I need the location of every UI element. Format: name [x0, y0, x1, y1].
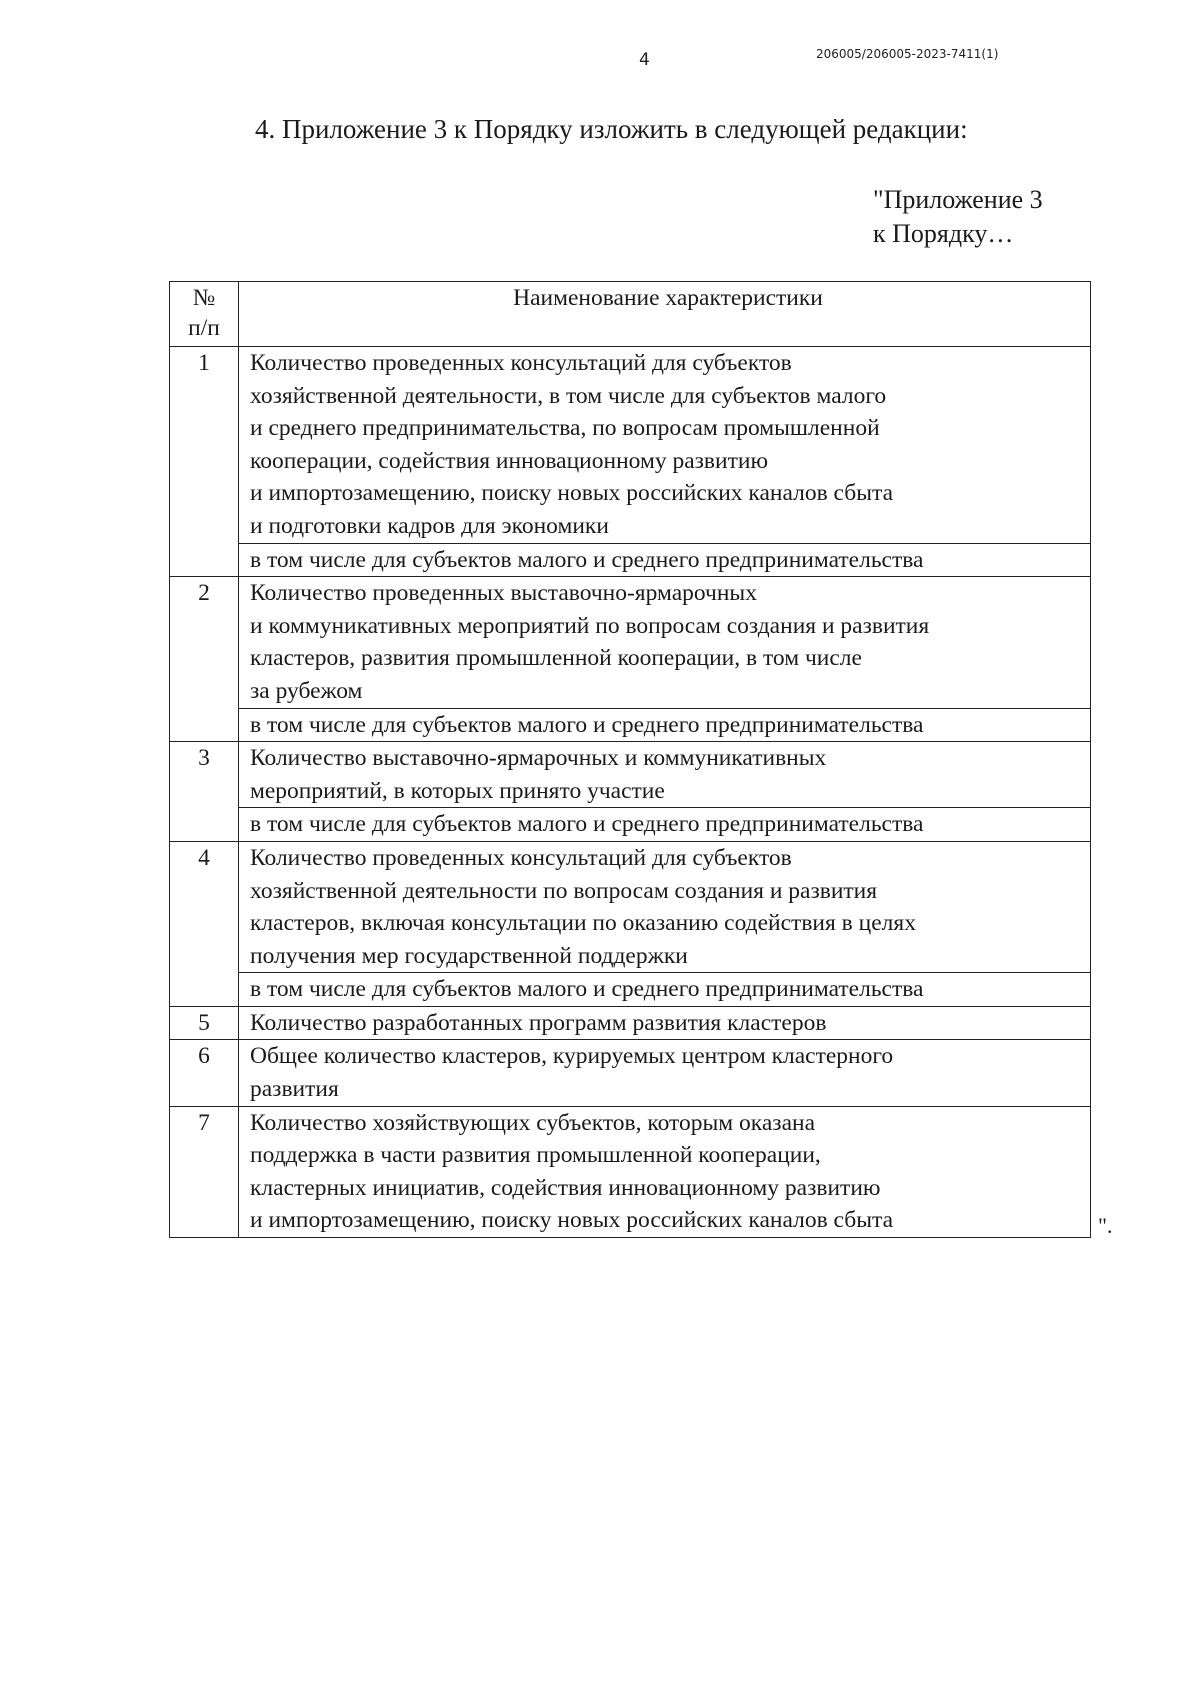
row-sub-text: в том числе для субъектов малого и среднего предпринимательства [250, 546, 924, 573]
row-name-line: за рубежом [250, 677, 363, 704]
row-name-line: Количество проведенных консультаций для субъектов [250, 844, 792, 871]
row-name-line: кооперации, содействия инновационному развитию [250, 447, 768, 474]
row-name-line: и коммуникативных мероприятий по вопросам создания и развития [250, 612, 930, 639]
row-sub-cell [239, 973, 1091, 1007]
row-name-cell [239, 1040, 1091, 1106]
row-sub-text: в том числе для субъектов малого и среднего предпринимательства [250, 811, 924, 838]
header-number-symbol: № [192, 285, 216, 311]
row-name-cell [239, 841, 1091, 972]
row-name-line: хозяйственной деятельности, в том числе для субъектов малого [250, 382, 887, 409]
table-subrow [170, 708, 1091, 742]
row-number-cell: 2 [170, 577, 239, 742]
row-number-cell: 1 [170, 347, 239, 577]
row-name-line: Количество хозяйствующих субъектов, которым оказана [250, 1109, 816, 1136]
row-name-line: Количество выставочно-ярмарочных и коммуникативных [250, 745, 827, 772]
row-name-cell [239, 1006, 1091, 1040]
characteristics-table [169, 281, 1091, 1238]
row-sub-cell [239, 708, 1091, 742]
row-number-cell: 6 [170, 1040, 239, 1106]
section-heading: 4. Приложение 3 к Порядку изложить в следующей редакции: [255, 114, 968, 144]
row-number-cell: 7 [170, 1106, 239, 1237]
table-row [170, 577, 1091, 708]
header-number-abbrev: п/п [188, 315, 220, 341]
table-row [170, 1106, 1091, 1237]
row-sub-cell [239, 808, 1091, 842]
row-sub-text: в том числе для субъектов малого и среднего предпринимательства [250, 976, 924, 1003]
appendix-ref-line-2: к Порядку… [873, 219, 1014, 248]
row-sub-cell [239, 543, 1091, 577]
table-row [170, 1040, 1091, 1106]
row-name-line: и подготовки кадров для экономики [250, 512, 609, 539]
row-name-line: Количество проведенных консультаций для субъектов [250, 350, 792, 376]
row-name-line: кластеров, включая консультации по оказанию содействия в целях [250, 910, 916, 937]
closing-quote: ". [1098, 1213, 1113, 1238]
appendix-ref-line-1: "Приложение 3 [873, 185, 1043, 214]
row-name-line: развития [250, 1076, 339, 1103]
table-header-row [170, 282, 1091, 347]
page-number: 4 [639, 50, 650, 70]
header-name-column: Наименование характеристики [239, 282, 1091, 347]
row-name-line: поддержка в части развития промышленной кооперации, [250, 1142, 821, 1169]
table-body [170, 347, 1091, 1238]
row-name-cell [239, 347, 1091, 544]
table-row [170, 841, 1091, 972]
row-name-cell [239, 1106, 1091, 1237]
row-name-line: получения мер государственной поддержки [250, 942, 688, 969]
row-name-line: кластеров, развития промышленной кооперации, в том числе [250, 645, 862, 672]
row-number-cell: 3 [170, 742, 239, 842]
document-id: 206005/206005-2023-7411(1) [816, 47, 999, 61]
row-name-line: Количество разработанных программ развития кластеров [250, 1009, 827, 1036]
table-subrow [170, 973, 1091, 1007]
row-number-cell: 5 [170, 1006, 239, 1040]
row-sub-text: в том числе для субъектов малого и среднего предпринимательства [250, 711, 924, 738]
table-subrow [170, 808, 1091, 842]
row-name-line: и импортозамещению, поиску новых российских каналов сбыта [250, 480, 894, 507]
row-name-cell [239, 577, 1091, 708]
table-subrow [170, 543, 1091, 577]
row-name-line: хозяйственной деятельности по вопросам создания и развития [250, 877, 878, 904]
row-name-line: Общее количество кластеров, курируемых центром кластерного [250, 1043, 894, 1070]
appendix-reference [873, 183, 1043, 251]
row-name-line: кластерных инициатив, содействия инновационному развитию [250, 1174, 881, 1201]
table-row [170, 742, 1091, 808]
row-name-line: и импортозамещению, поиску новых российских каналов сбыта [250, 1207, 894, 1234]
row-name-line: мероприятий, в которых принято участие [250, 777, 665, 804]
row-name-line: и среднего предпринимательства, по вопросам промышленной [250, 415, 880, 442]
row-number-cell: 4 [170, 841, 239, 1006]
table-row [170, 347, 1091, 544]
table-row [170, 1006, 1091, 1040]
row-name-line: Количество проведенных выставочно-ярмарочных [250, 580, 757, 607]
header-number-column [170, 282, 239, 347]
row-name-cell [239, 742, 1091, 808]
